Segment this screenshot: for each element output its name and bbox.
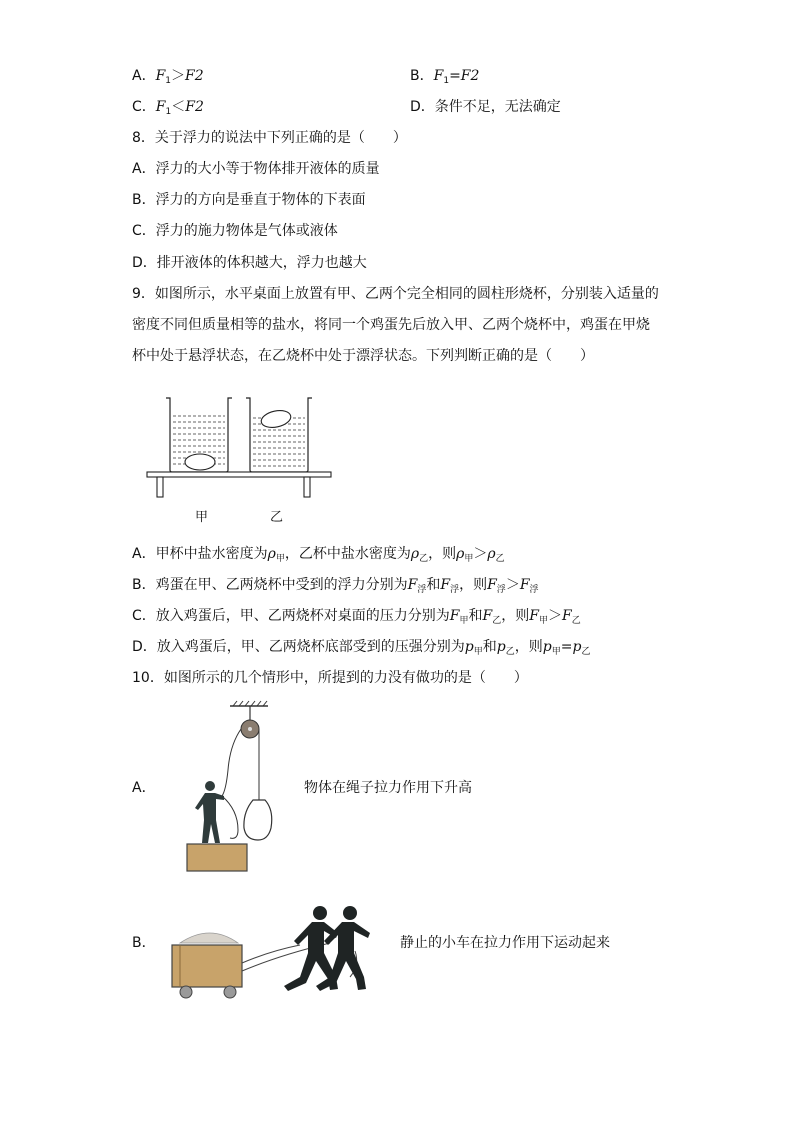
cart-wheel bbox=[224, 986, 236, 998]
beaker-jia bbox=[166, 398, 232, 472]
option-letter: A． bbox=[132, 68, 156, 84]
bag bbox=[244, 800, 272, 840]
beaker-yi bbox=[246, 398, 312, 472]
q9-option-c: C．放入鸡蛋后，甲、乙两烧杯对桌面的压力分别为$F_甲$和$F_乙$，则$F_甲>F_乙$ bbox=[132, 608, 581, 626]
person-pulling bbox=[195, 781, 224, 843]
pulley-figure bbox=[158, 700, 298, 875]
cart bbox=[172, 945, 242, 987]
q7-option-a: A．$F_1>F2$ bbox=[132, 68, 204, 86]
q9-stem-line-1: 9．如图所示，水平桌面上放置有甲、乙两个完全相同的圆柱形烧杯，分别装入适量的 bbox=[132, 286, 659, 302]
q8-option-a: A．浮力的大小等于物体排开液体的质量 bbox=[132, 161, 380, 177]
figure-label-jia: 甲 bbox=[195, 510, 209, 525]
q8-option-b: B．浮力的方向是垂直于物体的下表面 bbox=[132, 192, 366, 208]
egg-yi bbox=[260, 408, 293, 430]
q10-option-b-text: 静止的小车在拉力作用下运动起来 bbox=[400, 935, 610, 951]
q10-option-a-letter: A． bbox=[132, 780, 156, 796]
person-pulling-2 bbox=[316, 906, 370, 991]
figure-label-yi: 乙 bbox=[270, 510, 284, 525]
q9-option-a: A．甲杯中盐水密度为$\rho_甲$，乙杯中盐水密度为$\rho_乙$，则$\rho_甲>\rho_乙$ bbox=[132, 546, 505, 564]
table bbox=[147, 472, 331, 497]
q7-option-c: C．$F_1<F2$ bbox=[132, 99, 204, 117]
cart-figure bbox=[160, 893, 380, 1003]
q9-stem-line-2: 密度不同但质量相等的盐水，将同一个鸡蛋先后放入甲、乙两个烧杯中，鸡蛋在甲烧 bbox=[132, 317, 650, 333]
q9-option-d: D．放入鸡蛋后，甲、乙两烧杯底部受到的压强分别为$p_甲$和$p_乙$，则$p_甲=p_乙$ bbox=[132, 639, 591, 657]
q7-option-d: D．条件不足，无法确定 bbox=[410, 99, 561, 115]
egg-jia bbox=[185, 454, 215, 470]
q8-stem: 8．关于浮力的说法中下列正确的是（ ） bbox=[132, 130, 407, 146]
q9-stem-line-3: 杯中处于悬浮状态，在乙烧杯中处于漂浮状态。下列判断正确的是（ ） bbox=[132, 348, 594, 364]
crate bbox=[187, 844, 247, 871]
q9-option-b: B．鸡蛋在甲、乙两烧杯中受到的浮力分别为$F_浮$和$F_浮$，则$F_浮>F_浮$ bbox=[132, 577, 539, 595]
q8-option-d: D．排开液体的体积越大，浮力也越大 bbox=[132, 255, 367, 271]
cart-wheel bbox=[180, 986, 192, 998]
q10-stem: 10．如图所示的几个情形中，所提到的力没有做功的是（ ） bbox=[132, 670, 528, 686]
q10-option-b-letter: B． bbox=[132, 935, 156, 951]
beakers-figure bbox=[140, 390, 340, 505]
q7-option-b: B．$F_1=F2$ bbox=[410, 68, 480, 86]
q10-option-a-text: 物体在绳子拉力作用下升高 bbox=[304, 780, 472, 796]
q8-option-c: C．浮力的施力物体是气体或液体 bbox=[132, 223, 338, 239]
